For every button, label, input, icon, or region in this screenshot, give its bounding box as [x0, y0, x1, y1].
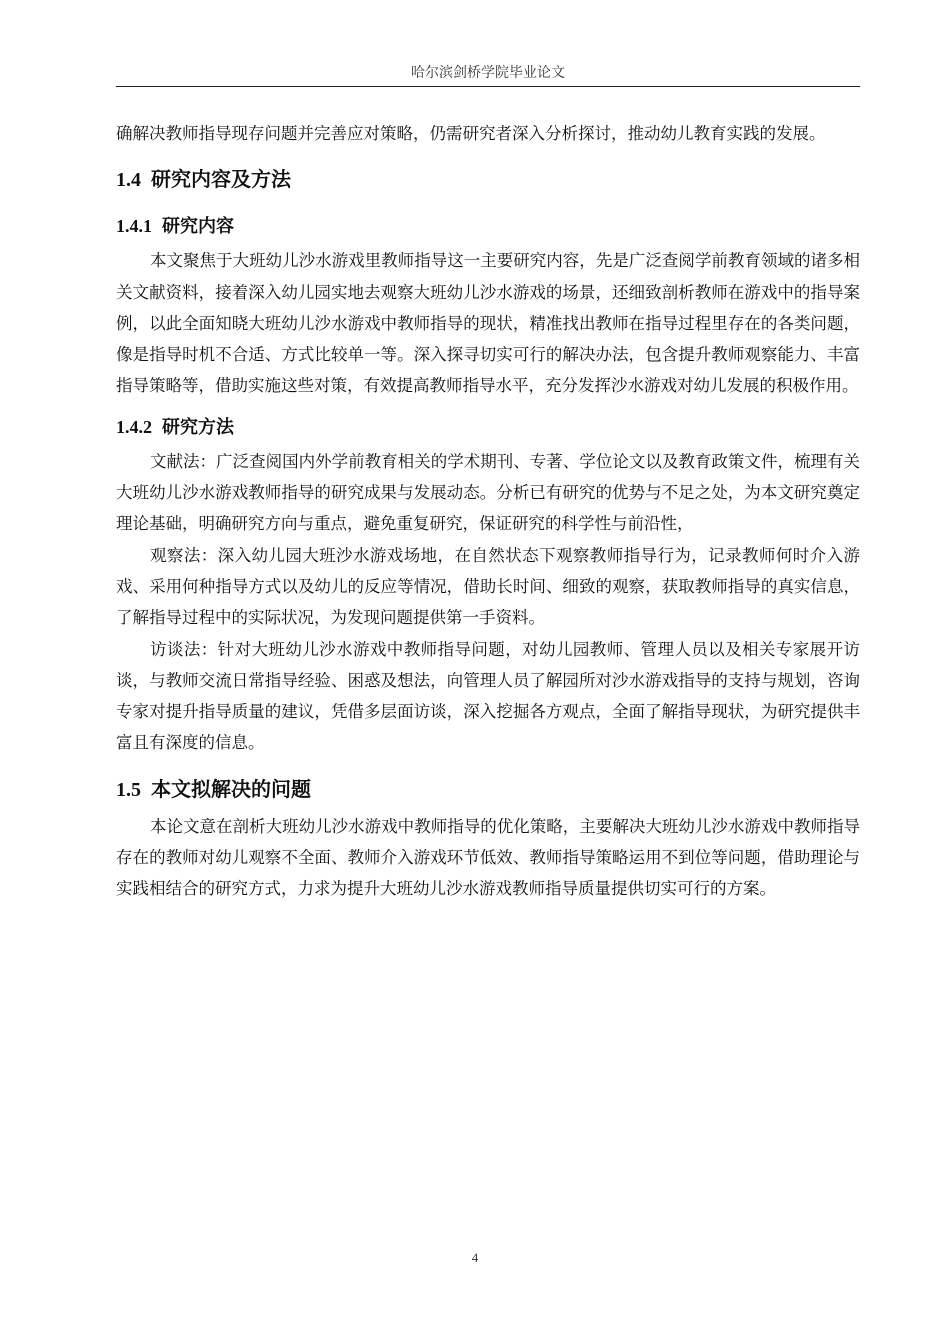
section-heading-1-5: [116, 759, 860, 811]
subsection-number: 1.4.1: [116, 216, 152, 237]
subsection-heading-1-4-2: [116, 402, 860, 446]
subsection-heading-1-4-1: [116, 201, 860, 245]
page-header: [116, 62, 860, 87]
header-title: 哈尔滨剑桥学院毕业论文: [411, 65, 565, 81]
subsection-title: 研究内容: [162, 216, 234, 238]
page-footer: [0, 1250, 950, 1266]
page-number: 4: [471, 1250, 479, 1265]
section-number: 1.4: [116, 169, 141, 192]
page-body: [116, 118, 860, 905]
section-heading-1-4: [116, 149, 860, 201]
paragraph-literature-method: 文献法：广泛查阅国内外学前教育相关的学术期刊、专著、学位论文以及教育政策文件，梳理有关大班幼儿沙水游戏教师指导的研究成果与发展动态。分析已有研究的优势与不足之处，为本文研究奠定理论基础，明确研究方向与重点，避免重复研究，保证研究的科学性与前沿性，: [116, 451, 860, 534]
paragraph-observation-method: 观察法：深入幼儿园大班沙水游戏场地，在自然状态下观察教师指导行为，记录教师何时介入游戏、采用何种指导方式以及幼儿的反应等情况，借助长时间、细致的观察，获取教师指导的真实信息，了解指导过程中的实际状况，为发现问题提供第一手资料。: [116, 545, 860, 628]
paragraph-research-content: 本文聚焦于大班幼儿沙水游戏里教师指导这一主要研究内容，先是广泛查阅学前教育领域的诸多相关文献资料，接着深入幼儿园实地去观察大班幼儿沙水游戏的场景，还细致剖析教师在游戏中的指导案例，以此全面知晓大班幼儿沙水游戏中教师指导的现状，精准找出教师在指导过程里存在的各类问题，像是指导时机不合适、方式比较单一等。深入探寻切实可行的解决办法，包含提升教师观察能力、丰富指导策略等，借助实施这些对策，有效提高教师指导水平，充分发挥沙水游戏对幼儿发展的积极作用。: [116, 251, 860, 396]
paragraph-problems: 本论文意在剖析大班幼儿沙水游戏中教师指导的优化策略，主要解决大班幼儿沙水游戏中教师指导存在的教师对幼儿观察不全面、教师介入游戏环节低效、教师指导策略运用不到位等问题，借助理论与实践相结合的研究方式，力求为提升大班幼儿沙水游戏教师指导质量提供切实可行的方案。: [116, 816, 860, 899]
section-number: 1.5: [116, 778, 141, 801]
subsection-title: 研究方法: [162, 416, 234, 438]
paragraph-interview-method: 访谈法：针对大班幼儿沙水游戏中教师指导问题，对幼儿园教师、管理人员以及相关专家展开访谈，与教师交流日常指导经验、困惑及想法，向管理人员了解园所对沙水游戏指导的支持与规划，咨询专家对提升指导质量的建议，凭借多层面访谈，深入挖掘各方观点，全面了解指导现状，为研究提供丰富且有深度的信息。: [116, 639, 860, 753]
section-title: 本文拟解决的问题: [151, 776, 311, 801]
subsection-number: 1.4.2: [116, 416, 152, 437]
section-title: 研究内容及方法: [151, 167, 291, 192]
paragraph-continuation: 确解决教师指导现存问题并完善应对策略，仍需研究者深入分析探讨，推动幼儿教育实践的发展。: [116, 124, 826, 143]
